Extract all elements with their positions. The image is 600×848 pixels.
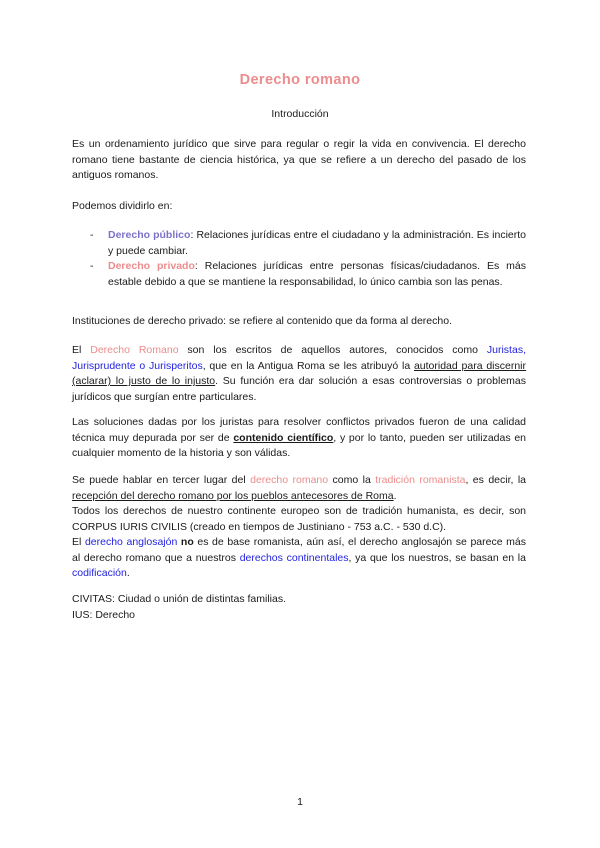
text-run: , ya que los nuestros, se basan en la: [348, 551, 526, 564]
ius-definition: IUS: Derecho: [72, 608, 136, 621]
text-run: es de base romanista, aún así, el derecho anglosajón se parece más al derecho romano que a nuestros: [72, 536, 526, 564]
divisions-list: [72, 228, 526, 290]
text-run: , y por lo tanto, pueden ser utilizadas en cualquier momento de la historia y son válidas.: [72, 431, 526, 459]
term-description: : Relaciones jurídicas entre el ciudadano y la administración. Es incierto y puede cambiar.: [108, 229, 526, 257]
term-derecho-publico: Derecho público: [108, 229, 191, 241]
text-run: .: [393, 489, 397, 502]
underlined-contenido-cientifico: contenido científico: [233, 431, 334, 444]
list-item: [72, 228, 526, 259]
text-run: El: [72, 344, 91, 356]
intro-paragraph: [72, 137, 526, 184]
underlined-recepcion: recepción del derecho romano por los pueblos antecesores de Roma: [72, 489, 394, 502]
text-run: El: [72, 536, 85, 548]
bold-no: no: [180, 536, 194, 548]
text-run: son los escritos de aquellos autores, conocidos como: [178, 344, 487, 356]
civitas-definition: CIVITAS: Ciudad o unión de distintas familias.: [72, 593, 286, 605]
instituciones-paragraph: [72, 314, 526, 330]
list-item: [72, 259, 526, 290]
highlight-juristas: Juristas, Jurisprudente o Jurisperitos: [72, 344, 526, 372]
dash-bullet: -: [90, 260, 94, 272]
highlight-anglosajon: derecho anglosajón: [84, 536, 178, 548]
text-run: , que en la Antigua Roma se les atribuyó la: [202, 359, 414, 372]
text-run: como la: [328, 474, 376, 486]
text-run: .: [126, 567, 130, 579]
corpus-text: Todos los derechos de nuestro continente europeo son de tradición humanista, es decir, son CORPUS IURIS CIVILIS (creado en tiempos de Justiniano - 753 a.C. - 530 d.C).: [72, 505, 526, 533]
dash-bullet: -: [90, 229, 94, 241]
text-run: Las soluciones dadas por los juristas para resolver conflictos privados fueron de una calidad técnica muy depurada por ser de: [72, 416, 526, 444]
divide-heading: Podemos dividirlo en:: [72, 200, 173, 212]
text-run: . Su función era dar solución a esas controversias o problemas jurídicos que surgían entre particulares.: [72, 375, 526, 403]
document-title: Derecho romano: [239, 72, 361, 88]
highlight-codificacion: codificación: [72, 567, 127, 579]
highlight-derechos-continentales: derechos continentales: [239, 551, 349, 564]
intro-text: Es un ordenamiento jurídico que sirve para regular o regir la vida en convivencia. El derecho romano tiene bastante de ciencia histórica, ya que se refiere a un derecho del pasado de los antiguos romanos.: [72, 138, 526, 181]
underlined-autoridad: autoridad para discernir (aclarar) lo justo de lo injusto: [72, 359, 527, 387]
term-derecho-privado: Derecho privado: [108, 260, 195, 272]
divide-heading-block: [72, 199, 526, 215]
derecho-romano-paragraph: [72, 343, 526, 405]
highlight-tradicion-romanista: tradición romanista: [375, 474, 466, 486]
definitions-block: [72, 592, 526, 623]
term-description: : Relaciones jurídicas entre personas físicas/ciudadanos. Es más estable debido a que se mantiene la responsabilidad, lo único cambia son las penas.: [108, 260, 526, 288]
soluciones-paragraph: [72, 415, 526, 462]
text-run: Se puede hablar en tercer lugar del: [72, 474, 251, 486]
instituciones-text: Instituciones de derecho privado: se refiere al contenido que da forma al derecho.: [72, 315, 452, 327]
highlight-derecho-romano: Derecho Romano: [90, 344, 179, 356]
text-run: , es decir, la: [465, 474, 527, 486]
document-subtitle: Introducción: [271, 108, 329, 120]
tradicion-paragraph: [72, 473, 526, 582]
page-number: 1: [297, 796, 303, 808]
highlight-derecho-romano: derecho romano: [250, 474, 329, 486]
